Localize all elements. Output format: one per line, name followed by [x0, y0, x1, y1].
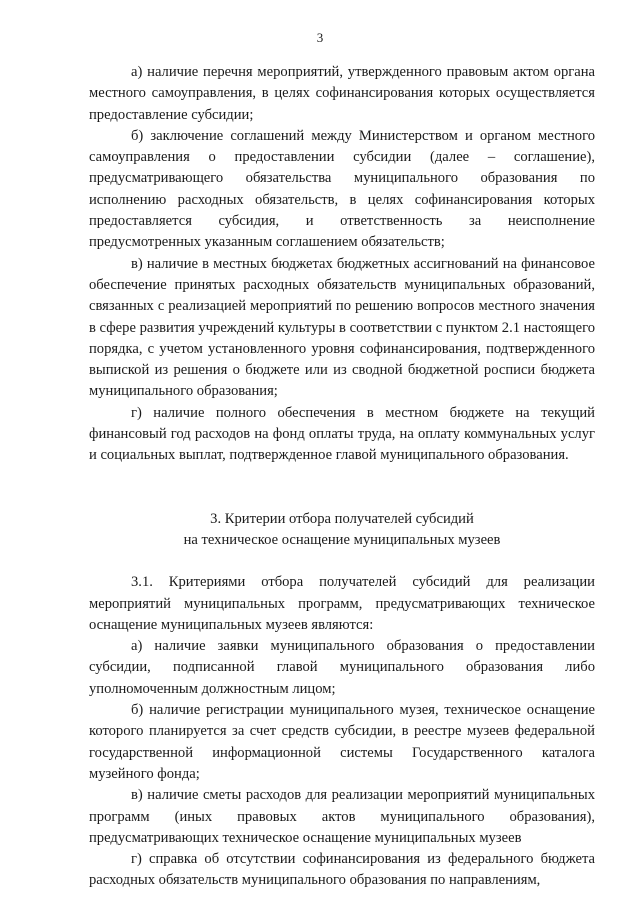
paragraph-2-a: а) наличие перечня мероприятий, утвержденного правовым актом органа местного самоуправления, в целях софинансирования которых осуществляется предоставление субсидии;	[89, 64, 595, 123]
section-3-heading-line1: 3. Критерии отбора получателей субсидий	[210, 510, 474, 527]
paragraph-3-g: г) справка об отсутствии софинансирования из федерального бюджета расходных обязательств муниципального образования по направлениям,	[89, 851, 595, 889]
paragraph-2-b: б) заключение соглашений между Министерством и органом местного самоуправления о предоставлении субсидии (далее – соглашение), предусматривающего обязательства муниципального образования по исполнению расходных обязательств, в целях софинансирования которых предоставляется субсидия, и ответственность за неисполнение предусмотренных указанным соглашением обязательств;	[89, 127, 595, 251]
section-3-heading	[89, 509, 595, 552]
paragraph-2-g: г) наличие полного обеспечения в местном бюджете на текущий финансовый год расходов на фонд оплаты труда, на оплату коммунальных услуг и социальных выплат, подтвержденное главой муниципального образования.	[89, 404, 595, 464]
paragraph-3-a: а) наличие заявки муниципального образования о предоставлении субсидии, подписанной главой муниципального образования либо уполномоченным должностным лицом;	[89, 638, 595, 697]
page-number: 3	[316, 30, 324, 45]
paragraph-3-1-intro: 3.1. Критериями отбора получателей субсидий для реализации мероприятий муниципальных программ, предусматривающих техническое оснащение муниципальных музеев являются:	[89, 574, 595, 633]
paragraph-3-b: б) наличие регистрации муниципального музея, техническое оснащение которого планируется за счет средств субсидии, в реестре музеев федеральной государственной информационной системы Государственного каталога музейного фонда;	[89, 702, 595, 782]
paragraph-3-v: в) наличие сметы расходов для реализации мероприятий муниципальных программ (иных правовых актов муниципального образования), предусматривающих техническое оснащение муниципальных музеев	[89, 787, 595, 846]
section-3-heading-line2: на техническое оснащение муниципальных музеев	[183, 531, 501, 548]
document-body	[89, 62, 595, 892]
paragraph-2-v: в) наличие в местных бюджетах бюджетных ассигнований на финансовое обеспечение принятых расходных обязательств муниципальных образований, связанных с реализацией мероприятий по решению вопросов местного значения в сфере развития учреждений культуры в соответствии с пунктом 2.1 настоящего порядка, с учетом установленного уровня софинансирования, подтвержденного выпиской из решения о бюджете или из сводной бюджетной росписи бюджета муниципального образования;	[89, 255, 595, 400]
